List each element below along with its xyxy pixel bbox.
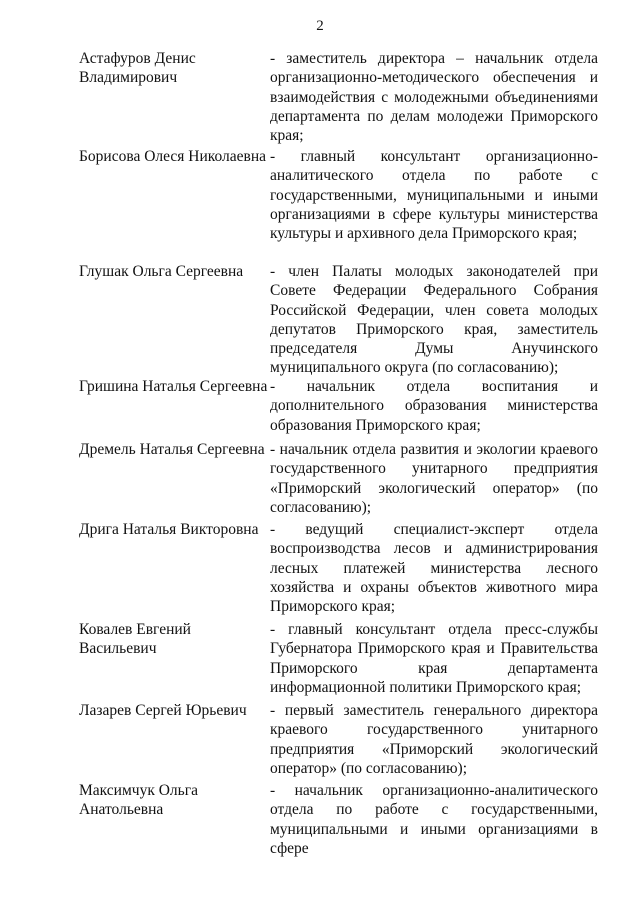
member-role: - ведущий специалист-эксперт отдела воспроизводства лесов и администрирования лесных платежей министерства лесного хозяйства и охраны объектов животного мира Приморского края; — [270, 521, 598, 616]
member-role: - член Палаты молодых законодателей при Совете Федерации Федерального Собрания Российской Федерации, член совета молодых депутатов Приморского края, заместитель председателя Думы Анучинского муниципального округа (по согласованию); — [270, 263, 598, 377]
member-name: Астафуров Денис Владимирович — [79, 50, 196, 87]
member-role: - главный консультант организационно-аналитического отдела по работе с государственными, муниципальными и иными организациями в сфере культуры министерства культуры и архивного дела Приморского края; — [270, 148, 598, 243]
member-name: Дремель Наталья Сергеевна — [79, 441, 265, 458]
member-name: Максимчук Ольга Анатольевна — [79, 782, 198, 819]
member-role: - начальник организационно-аналитического отдела по работе с государственными, муниципальными и иными организациями в сфере — [270, 782, 598, 857]
member-role: - первый заместитель генерального директора краевого государственного унитарного предприятия «Приморский экологический оператор» (по согласованию); — [270, 702, 598, 777]
page-number: 2 — [316, 18, 324, 34]
member-name: Лазарев Сергей Юрьевич — [79, 702, 247, 719]
member-name: Дрига Наталья Викторовна — [79, 521, 259, 538]
member-name: Гришина Наталья Сергеевна — [79, 378, 268, 395]
member-name: Глушак Ольга Сергеевна — [79, 263, 244, 280]
member-name: Ковалев Евгений Васильевич — [79, 621, 191, 658]
member-name: Борисова Олеся Николаевна — [79, 148, 267, 165]
member-role: - главный консультант отдела пресс-службы Губернатора Приморского края и Правительства Приморского края департамента информационной политики Приморского края; — [270, 621, 598, 696]
member-role: - начальник отдела воспитания и дополнительного образования министерства образования Приморского края; — [270, 378, 598, 434]
member-role: - заместитель директора – начальник отдела организационно-методического обеспечения и взаимодействия с молодежными объединениями департамента по делам молодежи Приморского края; — [270, 50, 598, 145]
member-role: - начальник отдела развития и экологии краевого государственного унитарного предприятия «Приморский экологический оператор» (по согласованию); — [270, 441, 598, 516]
